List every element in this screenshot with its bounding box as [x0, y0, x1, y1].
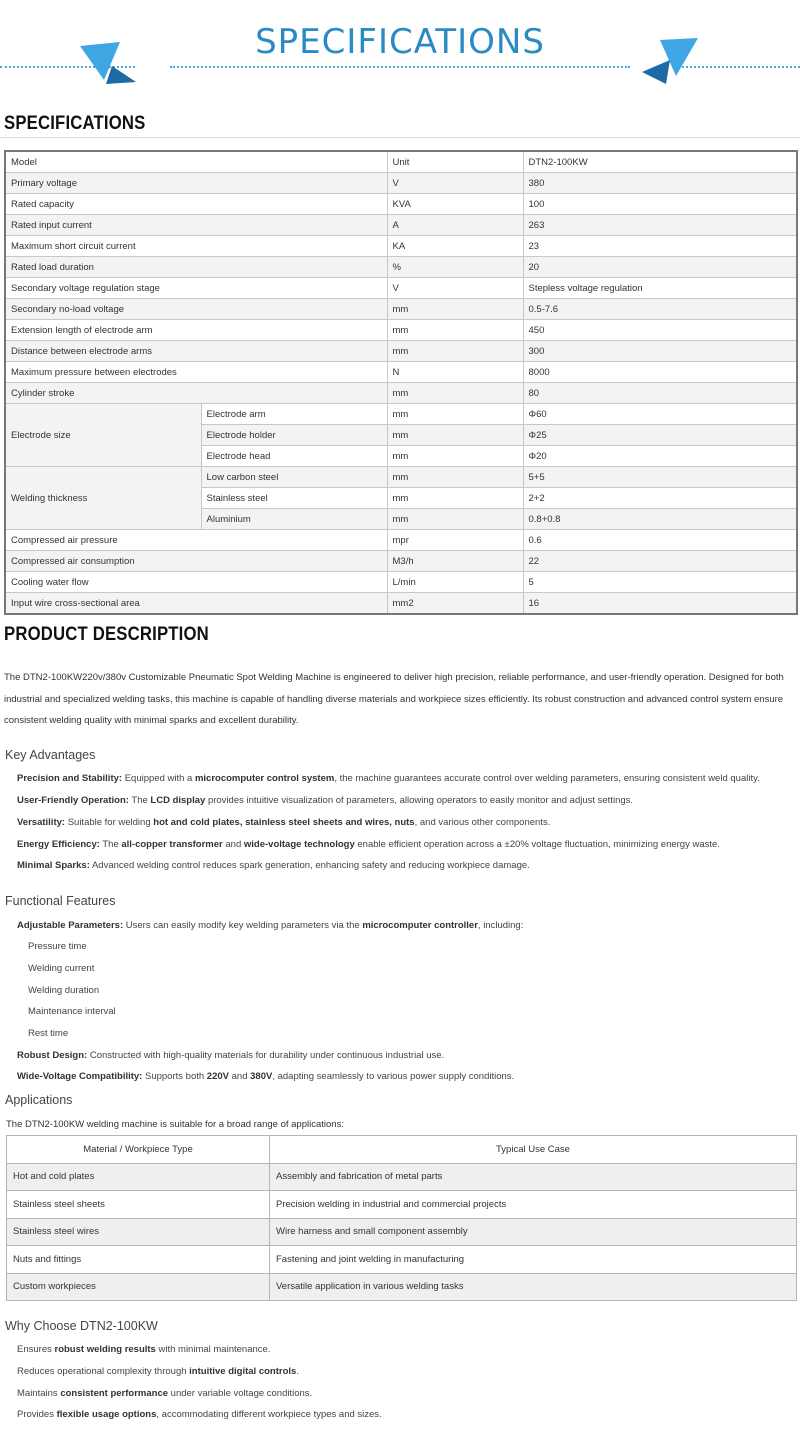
spec-sub-param: Electrode head	[201, 446, 387, 467]
spec-value: 20	[523, 257, 797, 278]
table-row	[5, 194, 797, 215]
list-item: Adjustable Parameters: Users can easily modify key welding parameters via the microcomputer controller, including:	[17, 920, 524, 931]
page-banner	[0, 0, 800, 92]
spec-unit: %	[387, 257, 523, 278]
spec-unit: mm2	[387, 593, 523, 615]
spec-param: Cooling water flow	[5, 572, 387, 593]
material-cell: Stainless steel sheets	[7, 1191, 270, 1219]
param-item: Rest time	[28, 1028, 69, 1039]
use-case-cell: Wire harness and small component assembly	[270, 1218, 797, 1246]
param-item: Welding current	[28, 963, 95, 974]
spec-unit: L/min	[387, 572, 523, 593]
spec-unit: mm	[387, 383, 523, 404]
triangle-right-icon	[640, 36, 702, 86]
spec-value: 300	[523, 341, 797, 362]
list-item: Robust Design: Constructed with high-quality materials for durability under continuous industrial use.	[17, 1050, 445, 1061]
spec-unit: A	[387, 215, 523, 236]
spec-sub-param: Aluminium	[201, 509, 387, 530]
spec-param: Secondary voltage regulation stage	[5, 278, 387, 299]
table-row	[7, 1273, 797, 1301]
functional-heading: Functional Features	[5, 894, 116, 908]
table-row	[5, 215, 797, 236]
spec-value: 5+5	[523, 467, 797, 488]
spec-table	[4, 150, 798, 615]
table-row	[5, 593, 797, 615]
spec-unit: mm	[387, 488, 523, 509]
list-item: Provides flexible usage options, accommodating different workpiece types and sizes.	[17, 1409, 382, 1420]
spec-divider	[0, 137, 800, 138]
spec-unit: N	[387, 362, 523, 383]
table-row	[5, 383, 797, 404]
spec-value: 380	[523, 173, 797, 194]
spec-value: 2+2	[523, 488, 797, 509]
table-row	[5, 362, 797, 383]
param-item: Maintenance interval	[28, 1006, 116, 1017]
spec-unit: mm	[387, 509, 523, 530]
spec-header-model-value: DTN2-100KW	[523, 151, 797, 173]
spec-param: Rated input current	[5, 215, 387, 236]
spec-value: 450	[523, 320, 797, 341]
table-row	[5, 320, 797, 341]
spec-value: 263	[523, 215, 797, 236]
spec-sub-param: Electrode arm	[201, 404, 387, 425]
spec-value: 0.5-7.6	[523, 299, 797, 320]
spec-param: Extension length of electrode arm	[5, 320, 387, 341]
table-row	[7, 1191, 797, 1219]
applications-table	[6, 1135, 797, 1301]
description-intro: The DTN2-100KW220v/380v Customizable Pneumatic Spot Welding Machine is engineered to deliver high precision, reliable performance, and user-friendly operation. Designed for both industrial and specialized welding tasks, this machine is capable of handling diverse materials and workpiece sizes efficiently. Its robust construction and advanced control system ensure consistent welding quality with minimal sparks and excellent durability.	[4, 672, 784, 726]
table-row	[5, 151, 797, 173]
spec-param: Rated load duration	[5, 257, 387, 278]
table-row	[5, 572, 797, 593]
material-cell: Stainless steel wires	[7, 1218, 270, 1246]
table-row	[5, 551, 797, 572]
spec-unit: mm	[387, 446, 523, 467]
spec-unit: mm	[387, 425, 523, 446]
spec-value: 80	[523, 383, 797, 404]
list-item: Versatility: Suitable for welding hot and cold plates, stainless steel sheets and wires, nuts, and various other components.	[17, 817, 551, 828]
spec-unit: M3/h	[387, 551, 523, 572]
param-item: Welding duration	[28, 985, 100, 996]
why-heading: Why Choose DTN2-100KW	[5, 1319, 158, 1333]
spec-unit: V	[387, 278, 523, 299]
list-item: Precision and Stability: Equipped with a microcomputer control system, the machine guarantees accurate control over welding parameters, ensuring consistent weld quality.	[17, 773, 760, 784]
spec-param: Input wire cross-sectional area	[5, 593, 387, 615]
spec-value: Φ20	[523, 446, 797, 467]
spec-unit: mm	[387, 299, 523, 320]
spec-param: Maximum pressure between electrodes	[5, 362, 387, 383]
table-row	[5, 530, 797, 551]
material-cell: Nuts and fittings	[7, 1246, 270, 1274]
use-case-cell: Versatile application in various welding tasks	[270, 1273, 797, 1301]
list-item: Wide-Voltage Compatibility: Supports both 220V and 380V, adapting seamlessly to various power supply conditions.	[17, 1071, 515, 1082]
spec-sub-param: Electrode holder	[201, 425, 387, 446]
banner-title: SPECIFICATIONS	[255, 22, 545, 62]
table-header-row	[7, 1136, 797, 1164]
use-case-cell: Fastening and joint welding in manufacturing	[270, 1246, 797, 1274]
spec-value: 23	[523, 236, 797, 257]
spec-value: 0.6	[523, 530, 797, 551]
spec-param: Maximum short circuit current	[5, 236, 387, 257]
list-item: User-Friendly Operation: The LCD display provides intuitive visualization of parameters, allowing operators to easily monitor and adjust settings.	[17, 795, 634, 806]
spec-unit: KA	[387, 236, 523, 257]
spec-param: Secondary no-load voltage	[5, 299, 387, 320]
spec-value: 5	[523, 572, 797, 593]
use-case-cell: Assembly and fabrication of metal parts	[270, 1163, 797, 1191]
applications-heading: Applications	[5, 1093, 73, 1107]
description-heading: PRODUCT DESCRIPTION	[4, 624, 209, 645]
spec-value: Stepless voltage regulation	[523, 278, 797, 299]
table-row	[5, 467, 797, 488]
list-item: Reduces operational complexity through intuitive digital controls.	[17, 1366, 299, 1377]
spec-unit: KVA	[387, 194, 523, 215]
advantages-heading: Key Advantages	[5, 748, 96, 762]
list-item: Ensures robust welding results with minimal maintenance.	[17, 1344, 271, 1355]
spec-unit: mm	[387, 404, 523, 425]
banner-dotted-line-center	[170, 66, 630, 68]
spec-value: Φ25	[523, 425, 797, 446]
table-row	[7, 1163, 797, 1191]
spec-value: 100	[523, 194, 797, 215]
param-item: Pressure time	[28, 941, 87, 952]
table-row	[5, 236, 797, 257]
table-row	[5, 404, 797, 425]
spec-heading: SPECIFICATIONS	[4, 113, 146, 134]
table-row	[5, 173, 797, 194]
table-row	[5, 299, 797, 320]
list-item: Minimal Sparks: Advanced welding control reduces spark generation, enhancing safety and reducing workpiece damage.	[17, 860, 530, 871]
table-row	[7, 1218, 797, 1246]
spec-header-model: Model	[5, 151, 387, 173]
material-cell: Hot and cold plates	[7, 1163, 270, 1191]
use-case-cell: Precision welding in industrial and commercial projects	[270, 1191, 797, 1219]
spec-param: Rated capacity	[5, 194, 387, 215]
spec-header-unit: Unit	[387, 151, 523, 173]
spec-unit: V	[387, 173, 523, 194]
spec-sub-param: Stainless steel	[201, 488, 387, 509]
table-row	[5, 257, 797, 278]
spec-value: 0.8+0.8	[523, 509, 797, 530]
table-row	[7, 1246, 797, 1274]
list-item: Energy Efficiency: The all-copper transformer and wide-voltage technology enable efficient operation across a ±20% voltage fluctuation, minimizing energy waste.	[17, 839, 720, 850]
spec-value: 22	[523, 551, 797, 572]
table-row	[5, 341, 797, 362]
electrode-size-label: Electrode size	[5, 404, 201, 467]
spec-unit: mm	[387, 320, 523, 341]
spec-param: Primary voltage	[5, 173, 387, 194]
spec-param: Cylinder stroke	[5, 383, 387, 404]
list-item: Maintains consistent performance under variable voltage conditions.	[17, 1388, 313, 1399]
spec-unit: mpr	[387, 530, 523, 551]
spec-unit: mm	[387, 341, 523, 362]
spec-value: 16	[523, 593, 797, 615]
applications-intro: The DTN2-100KW welding machine is suitable for a broad range of applications:	[6, 1119, 344, 1130]
spec-sub-param: Low carbon steel	[201, 467, 387, 488]
material-cell: Custom workpieces	[7, 1273, 270, 1301]
table-row	[5, 278, 797, 299]
spec-param: Compressed air pressure	[5, 530, 387, 551]
spec-unit: mm	[387, 467, 523, 488]
spec-param: Compressed air consumption	[5, 551, 387, 572]
welding-thickness-label: Welding thickness	[5, 467, 201, 530]
spec-value: Φ60	[523, 404, 797, 425]
spec-value: 8000	[523, 362, 797, 383]
column-header-use-case: Typical Use Case	[270, 1136, 797, 1164]
column-header-material: Material / Workpiece Type	[7, 1136, 270, 1164]
spec-param: Distance between electrode arms	[5, 341, 387, 362]
